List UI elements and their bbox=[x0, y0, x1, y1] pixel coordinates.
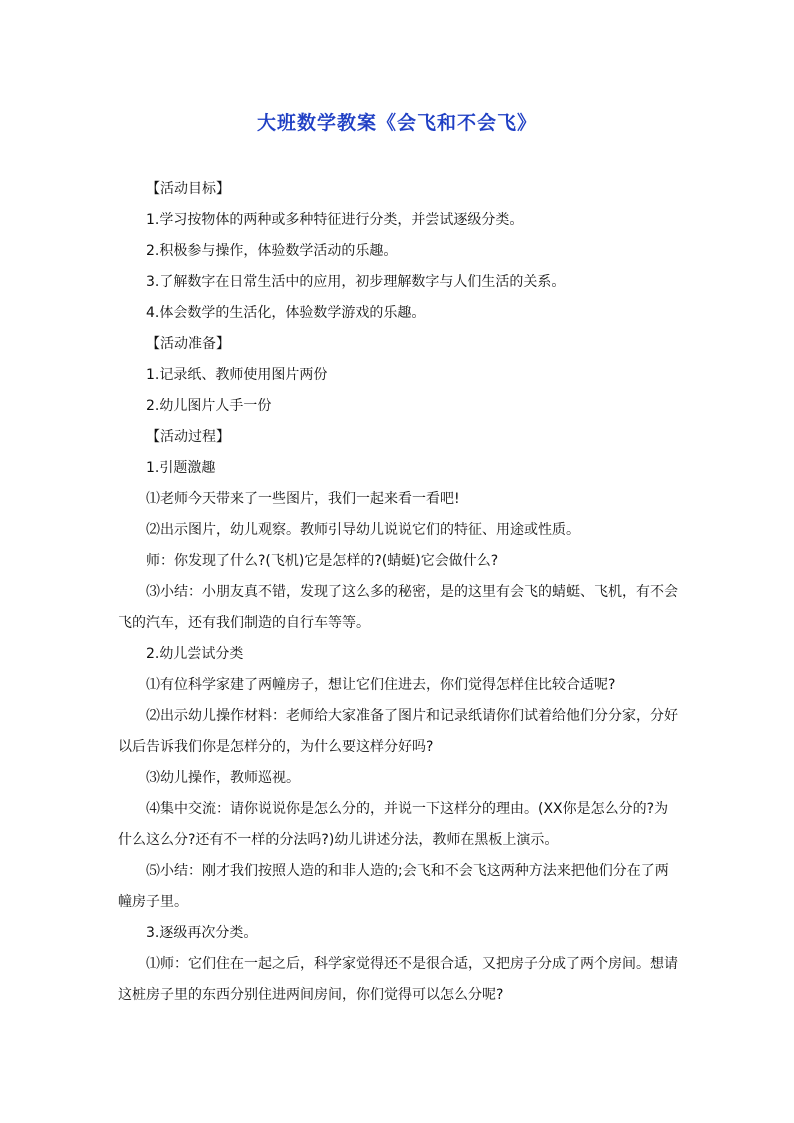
paragraph: ⑴师：它们住在一起之后，科学家觉得还不是很合适，又把房子分成了两个房间。想请这桩房子里的东西分别住进两间房间，你们觉得可以怎么分呢? bbox=[118, 956, 678, 1003]
paragraph: ⑵出示幼儿操作材料：老师给大家准备了图片和记录纸请你们试着给他们分分家，分好以后告诉我们你是怎样分的，为什么要这样分好吗? bbox=[118, 708, 678, 755]
paragraph: 1.引题激趣 bbox=[146, 460, 216, 476]
paragraph: ⑵出示图片，幼儿观察。教师引导幼儿说说它们的特征、用途或性质。 bbox=[146, 522, 580, 538]
paragraph: 2.幼儿尝试分类 bbox=[146, 646, 244, 662]
paragraph: 1.记录纸、教师使用图片两份 bbox=[146, 367, 328, 383]
paragraph: 3.了解数字在日常生活中的应用，初步理解数字与人们生活的关系。 bbox=[146, 274, 566, 290]
paragraph: 2.积极参与操作，体验数学活动的乐趣。 bbox=[146, 243, 398, 259]
paragraph: ⑴有位科学家建了两幢房子，想让它们住进去，你们觉得怎样住比较合适呢? bbox=[146, 677, 616, 693]
document-title: 大班数学教案《会飞和不会飞》 bbox=[256, 112, 537, 134]
paragraph: 3.逐级再次分类。 bbox=[146, 925, 258, 941]
paragraph: 1.学习按物体的两种或多种特征进行分类，并尝试逐级分类。 bbox=[146, 212, 524, 228]
paragraph: ⑸小结：刚才我们按照人造的和非人造的;会飞和不会飞这两种方法来把他们分在了两幢房子里。 bbox=[118, 863, 669, 910]
section-heading-process: 【活动过程】 bbox=[146, 429, 230, 445]
paragraph: ⑷集中交流：请你说说你是怎么分的，并说一下这样分的理由。(XX你是怎么分的?为什么这么分?还有不一样的分法吗?)幼儿讲述分法，教师在黑板上演示。 bbox=[118, 801, 669, 848]
paragraph: 4.体会数学的生活化，体验数学游戏的乐趣。 bbox=[146, 305, 426, 321]
section-heading-preparation: 【活动准备】 bbox=[146, 336, 230, 352]
paragraph: 师：你发现了什么?(飞机)它是怎样的?(蜻蜓)它会做什么? bbox=[146, 553, 499, 569]
paragraph: 2.幼儿图片人手一份 bbox=[146, 398, 272, 414]
section-heading-objectives: 【活动目标】 bbox=[146, 181, 230, 197]
paragraph: ⑴老师今天带来了一些图片，我们一起来看一看吧! bbox=[146, 491, 460, 507]
document-body bbox=[118, 174, 680, 1011]
paragraph: ⑶小结：小朋友真不错，发现了这么多的秘密，是的这里有会飞的蜻蜓、飞机，有不会飞的汽车，还有我们制造的自行车等等。 bbox=[118, 584, 678, 631]
paragraph: ⑶幼儿操作，教师巡视。 bbox=[146, 770, 300, 786]
